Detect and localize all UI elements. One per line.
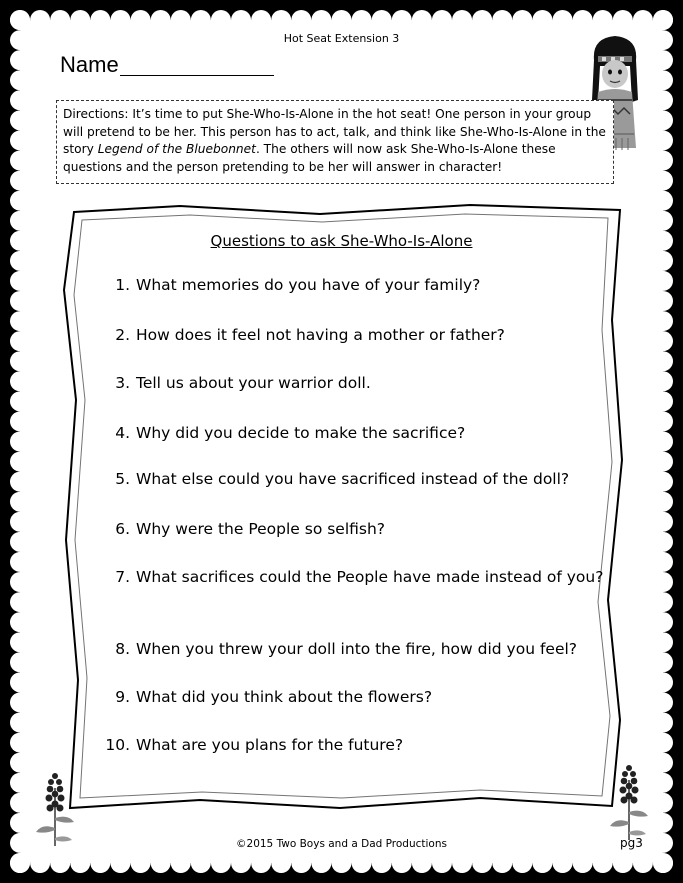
question-number: 8. (115, 640, 130, 658)
name-label: Name (60, 52, 119, 77)
question-number: 9. (115, 688, 130, 706)
bluebonnet-flower-right-icon (604, 760, 654, 840)
directions-box (56, 100, 614, 184)
copyright-footer: ©2015 Two Boys and a Dad Productions (236, 838, 447, 850)
question-text: When you threw your doll into the fire, how did you feel? (136, 640, 578, 658)
directions-lead: Directions: It’s time to put She-Who-Is-Alone in the hot seat! One person in your group will pretend to be her. This person has to act, talk, and think like She-Who-Is-Alone in the story (63, 107, 606, 156)
question-number: 4. (115, 424, 130, 442)
question-text: Tell us about your warrior doll. (136, 374, 371, 392)
question-number: 2. (115, 326, 130, 344)
question-text: What did you think about the flowers? (136, 688, 433, 706)
question-number: 10. (105, 736, 130, 754)
question-text: How does it feel not having a mother or father? (136, 326, 505, 344)
question-text: What memories do you have of your family? (136, 276, 481, 294)
page-number: pg3 (620, 836, 643, 850)
question-text: What else could you have sacrificed instead of the doll? (136, 470, 570, 488)
question-number: 6. (115, 520, 130, 538)
question-text: What sacrifices could the People have made instead of you? (136, 568, 604, 586)
worksheet-title: Hot Seat Extension 3 (283, 32, 400, 45)
question-number: 3. (115, 374, 130, 392)
questions-heading: Questions to ask She-Who-Is-Alone (210, 232, 473, 250)
question-number: 7. (115, 568, 130, 586)
bluebonnet-flower-left-icon (30, 768, 80, 846)
name-line (120, 75, 274, 76)
question-text: Why did you decide to make the sacrifice? (136, 424, 466, 442)
question-text: What are you plans for the future? (136, 736, 404, 754)
story-title: Legend of the Bluebonnet (97, 142, 256, 156)
question-text: Why were the People so selfish? (136, 520, 386, 538)
question-number: 1. (115, 276, 130, 294)
question-number: 5. (115, 470, 130, 488)
directions-tail: . The others will now ask She-Who-Is-Alone these questions and the person pretending to be her will answer in character! (63, 142, 556, 174)
